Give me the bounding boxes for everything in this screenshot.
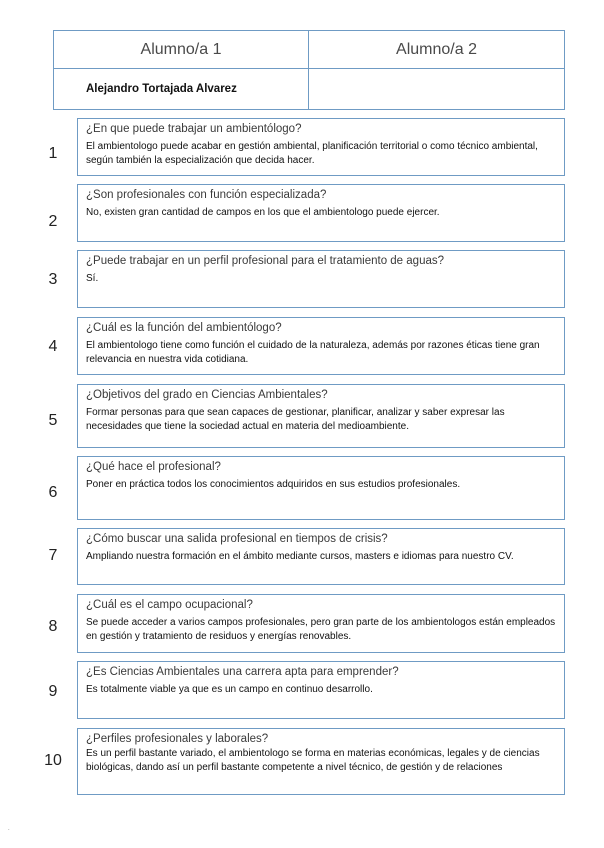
question-number: 2 <box>48 213 58 230</box>
question-number: 6 <box>48 484 58 501</box>
answer-text: Poner en práctica todos los conocimientos adquiridos en sus estudios profesionales. <box>86 479 461 490</box>
answer-text: Es un perfil bastante variado, el ambientologo se forma en materias económicas, legales y de ciencias biológicas, dando así un perfil bastante competente a nivel técnico, de gestión y de relaciones <box>86 748 540 773</box>
answer-text: El ambientologo tiene como función el cuidado de la naturaleza, además por razones éticas tiene gran relevancia en nuestra vida cotidiana. <box>86 340 540 365</box>
student2-name <box>309 69 564 109</box>
answer-text: Formar personas para que sean capaces de gestionar, planificar, analizar y saber expresar las necesidades que tiene la sociedad actual en materia del medioambiente. <box>86 407 505 432</box>
question-box <box>77 456 565 520</box>
question-text: ¿Perfiles profesionales y laborales? <box>86 733 269 745</box>
answer-text: No, existen gran cantidad de campos en los que el ambientologo puede ejercer. <box>86 207 440 218</box>
question-text: ¿Son profesionales con función especializada? <box>86 189 327 201</box>
question-text: ¿En que puede trabajar un ambientólogo? <box>86 123 302 135</box>
question-text: ¿Es Ciencias Ambientales una carrera apta para emprender? <box>86 666 399 678</box>
question-box <box>77 594 565 653</box>
answer-text: Es totalmente viable ya que es un campo en continuo desarrollo. <box>86 684 373 695</box>
question-text: ¿Cómo buscar una salida profesional en tiempos de crisis? <box>86 533 388 545</box>
scan-mark: . <box>8 826 10 832</box>
question-number: 10 <box>44 752 62 769</box>
answer-text: Se puede acceder a varios campos profesionales, pero gran parte de los ambientologos están empleados en gestión y tratamiento de residuos y energías renovables. <box>86 617 556 642</box>
students-table <box>53 30 565 110</box>
question-box <box>77 528 565 585</box>
student2-header: Alumno/a 2 <box>309 31 564 69</box>
question-box <box>77 184 565 242</box>
answer-text: El ambientologo puede acabar en gestión ambiental, planificación territorial o como técnico ambiental, según también la especialización que decida hacer. <box>86 141 538 166</box>
question-number: 1 <box>48 145 58 162</box>
question-number: 7 <box>48 547 58 564</box>
answer-text: Ampliando nuestra formación en el ámbito mediante cursos, masters e idiomas para nuestro CV. <box>86 551 514 562</box>
question-box <box>77 728 565 795</box>
question-number: 9 <box>48 683 58 700</box>
question-number: 5 <box>48 412 58 429</box>
question-box <box>77 661 565 719</box>
question-text: ¿Objetivos del grado en Ciencias Ambientales? <box>86 389 328 401</box>
question-text: ¿Qué hace el profesional? <box>86 461 221 473</box>
question-text: ¿Puede trabajar en un perfil profesional para el tratamiento de aguas? <box>86 255 445 267</box>
student1-name: Alejandro Tortajada Alvarez <box>54 69 309 109</box>
question-text: ¿Cuál es el campo ocupacional? <box>86 599 253 611</box>
question-text: ¿Cuál es la función del ambientólogo? <box>86 322 282 334</box>
question-box <box>77 317 565 375</box>
question-number: 4 <box>48 338 58 355</box>
question-box <box>77 384 565 448</box>
question-box <box>77 250 565 308</box>
answer-text: Sí. <box>86 273 99 284</box>
student1-header: Alumno/a 1 <box>54 31 309 69</box>
question-number: 8 <box>48 618 58 635</box>
question-number: 3 <box>48 271 58 288</box>
question-box <box>77 118 565 176</box>
